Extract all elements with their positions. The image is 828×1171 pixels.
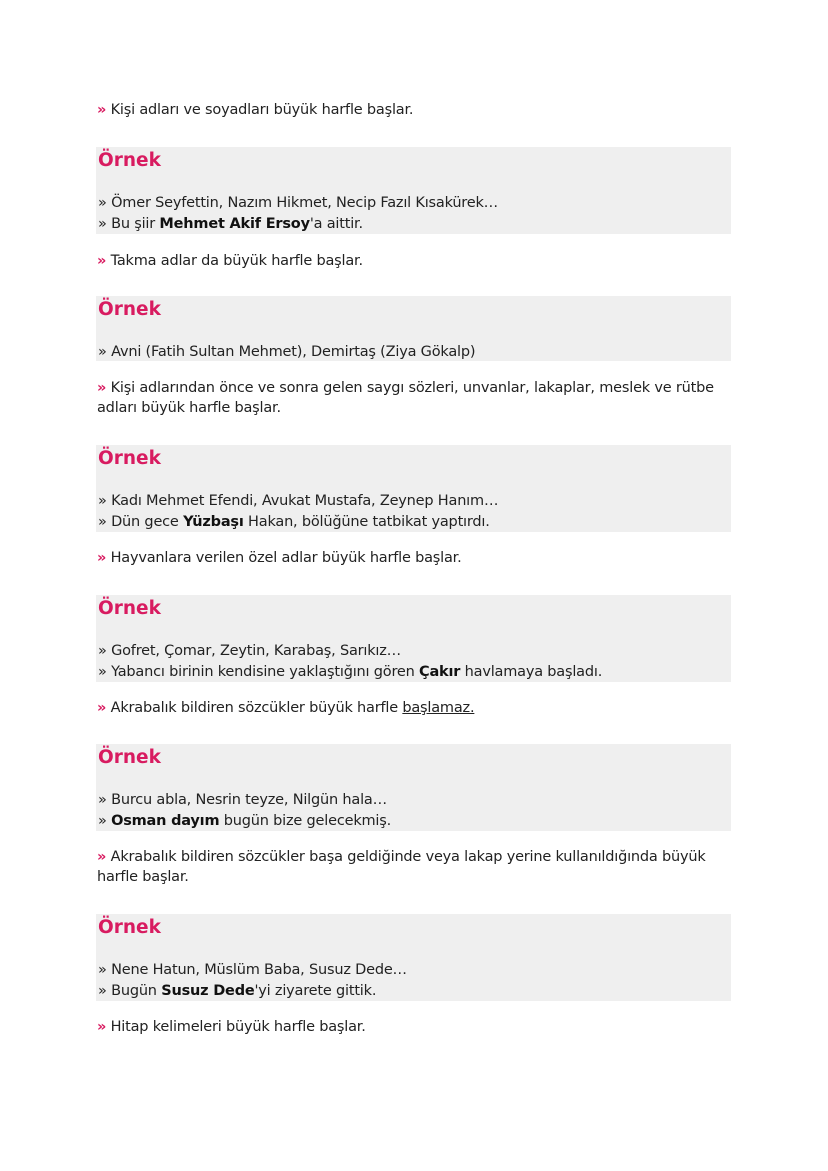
example-box-4 xyxy=(96,595,731,682)
example-box-1 xyxy=(96,147,731,234)
rule-text: Kişi adları ve soyadları büyük harfle başlar. xyxy=(110,102,414,118)
example-line: » Kadı Mehmet Efendi, Avukat Mustafa, Zeynep Hanım… xyxy=(98,493,499,509)
example-line: » Nene Hatun, Müslüm Baba, Susuz Dede… xyxy=(98,962,407,978)
rule-6 xyxy=(97,847,727,887)
example-line: » Dün gece Yüzbaşı Hakan, bölüğüne tatbikat yaptırdı. xyxy=(98,514,490,530)
rule-text: Hayvanlara verilen özel adlar büyük harfle başlar. xyxy=(110,550,462,566)
example-title: Örnek xyxy=(98,299,161,320)
example-line: » Avni (Fatih Sultan Mehmet), Demirtaş (Ziya Gökalp) xyxy=(98,344,476,360)
bullet-marker: » xyxy=(97,102,107,118)
rule-text: Akrabalık bildiren sözcükler başa geldiğinde veya lakap yerine kullanıldığında büyük harfle başlar. xyxy=(97,849,706,885)
bullet-marker: » xyxy=(97,380,107,396)
example-line: » Yabancı birinin kendisine yaklaştığını gören Çakır havlamaya başladı. xyxy=(98,664,603,680)
example-line: » Bu şiir Mehmet Akif Ersoy'a aittir. xyxy=(98,216,363,232)
example-box-5 xyxy=(96,744,731,831)
bullet-marker: » xyxy=(97,550,107,566)
rule-4 xyxy=(97,548,727,568)
example-title: Örnek xyxy=(98,150,161,171)
rule-1 xyxy=(97,100,727,120)
bullet-marker: » xyxy=(97,253,107,269)
bullet-marker: » xyxy=(97,1019,107,1035)
example-title: Örnek xyxy=(98,917,161,938)
example-line: » Bugün Susuz Dede'yi ziyarete gittik. xyxy=(98,983,377,999)
example-title: Örnek xyxy=(98,448,161,469)
example-line: » Burcu abla, Nesrin teyze, Nilgün hala… xyxy=(98,792,387,808)
example-box-2 xyxy=(96,296,731,361)
rule-text: Akrabalık bildiren sözcükler büyük harfle xyxy=(110,700,403,716)
rule-7 xyxy=(97,1017,727,1037)
rule-5 xyxy=(97,698,727,718)
example-title: Örnek xyxy=(98,747,161,768)
rule-3 xyxy=(97,378,727,418)
bullet-marker: » xyxy=(97,849,107,865)
rule-text: Takma adlar da büyük harfle başlar. xyxy=(110,253,363,269)
example-line: » Osman dayım bugün bize gelecekmiş. xyxy=(98,813,392,829)
rule-text: Kişi adlarından önce ve sonra gelen saygı sözleri, unvanlar, lakaplar, meslek ve rütbe adları büyük harfle başlar. xyxy=(97,380,714,416)
example-line: » Ömer Seyfettin, Nazım Hikmet, Necip Fazıl Kısakürek… xyxy=(98,195,498,211)
example-box-3 xyxy=(96,445,731,532)
rule-underlined-text: başlamaz. xyxy=(402,700,475,716)
example-box-6 xyxy=(96,914,731,1001)
rule-2 xyxy=(97,251,727,271)
rule-text: Hitap kelimeleri büyük harfle başlar. xyxy=(110,1019,366,1035)
bullet-marker: » xyxy=(97,700,107,716)
example-line: » Gofret, Çomar, Zeytin, Karabaş, Sarıkız… xyxy=(98,643,401,659)
example-title: Örnek xyxy=(98,598,161,619)
